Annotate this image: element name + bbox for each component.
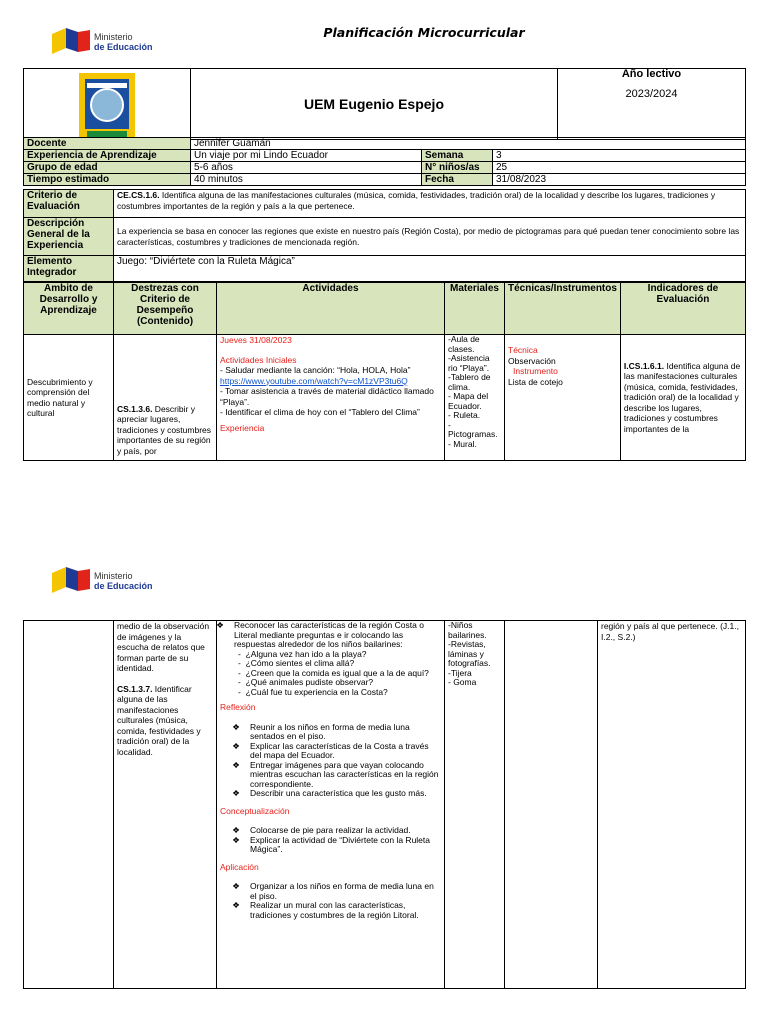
col-materiales: Materiales <box>445 283 505 335</box>
question-item: ¿Cómo sientes el clima allá? <box>245 658 355 668</box>
material-item: -Revistas, láminas y fotografías. <box>448 639 491 668</box>
row1-ambito: Descubrimiento y comprensión del medio natural y cultural <box>24 335 114 461</box>
ecuador-flag-icon <box>52 567 90 595</box>
semana-value: 3 <box>493 150 746 162</box>
row1-destreza <box>114 335 217 461</box>
row2-materiales <box>445 621 505 989</box>
criterio-code: CE.CS.1.6. <box>117 190 160 200</box>
info-table <box>23 137 746 186</box>
aplicacion-item: Organizar a los niños en forma de media luna en el piso. <box>250 881 434 901</box>
logo-line2: de Educación <box>94 581 153 591</box>
conceptualizacion-heading: Conceptualización <box>220 805 290 816</box>
diamond-bullet-icon: ❖ <box>232 788 240 798</box>
ninos-label: N° niños/as <box>422 162 493 174</box>
elemento-text: Juego: “Diviértete con la Ruleta Mágica” <box>114 256 746 282</box>
criterio-label: Criterio de Evaluación <box>24 190 114 218</box>
col-destrezas: Destrezas con Criterio de Desempeño (Contenido) <box>114 283 217 335</box>
reflexion-item: Reunir a los niños en forma de media luna sentados en el piso. <box>250 721 410 741</box>
logo-line2: de Educación <box>94 42 153 52</box>
logo-line1: Ministerio <box>94 571 133 581</box>
tiempo-value: 40 minutos <box>191 174 422 186</box>
tecnica-value: Observación <box>508 355 556 366</box>
descripcion-label: Descripción General de la Experiencia <box>24 218 114 256</box>
row2-actividades: ❖ Reconocer las características de la región Costa o Literal mediante preguntas e ir colocando las respuestas alrededor de los niños bailarines: - ¿Alguna vez han ido a la playa? - ¿Cómo sientes el clima allá? - ¿Creen que la comida es igual que a la de aquí? - ¿Qué animales pudiste observar? - ¿Cuál fue tu experiencia en la Costa? Reflexión ❖ Reunir a los niños en forma de media luna sentados en el piso. ❖ Explicar las características de la Costa a través del mapa del Ecuador. ❖ Entregar imágenes para que vayan colocando mientras escuchan las características en la región correspondiente. ❖ Describir una característica que les gusto más. Conceptualización ❖ Colocarse de pie para realizar la actividad. ❖ Explicar la actividad de “Diviértete con la Ruleta Mágica”. Aplicación ❖ Organizar a los niños en forma de media luna en el piso. ❖ Realizar un mural con las características, tradiciones y costumbres de la región Litoral. <box>217 621 445 989</box>
activity-line1: - Saludar mediante la canción: “Hola, HOLA, Hola” <box>220 365 411 375</box>
question-item: ¿Alguna vez han ido a la playa? <box>245 648 367 659</box>
ministerio-logo-page2 <box>52 567 153 595</box>
planning-table-page1 <box>23 282 746 461</box>
col-tecnicas: Técnicas/Instrumentos <box>505 283 621 335</box>
school-crest-icon <box>79 73 135 139</box>
col-actividades: Actividades <box>217 283 445 335</box>
reflexion-item: Entregar imágenes para que vayan colocando mientras escuchan las características en la región correspondiente. <box>250 759 439 789</box>
docente-value: Jennifer Guamán <box>191 138 746 150</box>
question-item: ¿Creen que la comida es igual que a la de aquí? <box>245 667 429 678</box>
tiempo-label: Tiempo estimado <box>24 174 191 186</box>
elemento-label: Elemento Integrador <box>24 256 114 282</box>
material-item: -Niños bailarines. <box>448 620 487 640</box>
activity-date: Jueves 31/08/2023 <box>220 335 292 345</box>
material-item: - <box>448 419 451 430</box>
col-ambito: Ambito de Desarrollo y Aprendizaje <box>24 283 114 335</box>
planning-table-page2 <box>23 620 746 989</box>
activity-line2: - Tomar asistencia a través de material didáctico llamado “Playa”. <box>220 386 434 407</box>
diamond-bullet-icon: ❖ <box>232 834 240 845</box>
instrumento-value: Lista de cotejo <box>508 376 563 387</box>
document-title: Planificación Microcurricular <box>323 25 525 40</box>
institution-name: UEM Eugenio Espejo <box>191 69 558 140</box>
diamond-bullet-icon: ❖ <box>232 900 240 910</box>
aplicacion-heading: Aplicación <box>220 861 259 872</box>
year-cell <box>558 69 746 140</box>
material-item: -Tablero de clima. <box>448 372 491 392</box>
year-value: 2023/2024 <box>625 88 678 100</box>
reflexion-heading: Reflexión <box>220 702 256 712</box>
logo-line1: Ministerio <box>94 32 133 42</box>
experiencia-value: Un viaje por mi Lindo Ecuador <box>191 150 422 162</box>
institution-table <box>23 68 746 140</box>
col-indicadores: Indicadores de Evaluación <box>620 283 745 335</box>
reflexion-item: Describir una característica que les gusto más. <box>250 788 427 798</box>
aplicacion-item: Realizar un mural con las características, tradiciones y costumbres de la región Litoral. <box>250 900 419 920</box>
material-item: - Goma <box>448 677 477 687</box>
row1-materiales <box>445 335 505 461</box>
material-item: -Aula de clases. <box>448 334 480 354</box>
indicador-code: I.CS.1.6.1. <box>623 360 665 371</box>
diamond-bullet-icon: ❖ <box>232 740 240 751</box>
destreza2 <box>117 684 213 758</box>
destreza-code: CS.1.3.6. <box>117 403 153 414</box>
diamond-bullet-icon: ❖ <box>232 721 240 732</box>
activity-experiencia: Experiencia <box>220 422 265 433</box>
diamond-bullet-icon: ❖ <box>216 620 224 630</box>
material-item: -Tijera <box>448 667 472 678</box>
material-item: Pictogramas. <box>448 429 498 439</box>
activity-iniciales: Actividades Iniciales <box>220 354 297 365</box>
song-link[interactable]: https://www.youtube.com/watch?v=cM1zVP3tu6Q <box>220 375 408 386</box>
destreza2-text: Identificar alguna de las manifestaciones culturales (música, comida, festividades y tradición oral) de la localidad. <box>117 683 201 757</box>
descripcion-text: La experiencia se basa en conocer las regiones que existe en nuestro país (Región Costa), por medio de pictogramas para qué puedan tener conocimiento sobre las características, costumbres y tradiciones de mencionada región. <box>114 218 746 256</box>
destreza-continued: medio de la observación de imágenes y la escucha de relatos que forman parte de su identidad. <box>117 621 210 673</box>
activity-line3: - Identificar el clima de hoy con el “Tablero del Clima” <box>220 407 420 417</box>
row1-actividades <box>217 335 445 461</box>
row2-destreza <box>114 621 217 989</box>
activity-item: Reconocer las características de la región Costa o Literal mediante preguntas e ir colocando las respuestas alrededor de los niños bailarines: <box>234 620 424 649</box>
row2-ambito <box>24 621 114 989</box>
material-item: - Ruleta. <box>448 410 481 420</box>
diamond-bullet-icon: ❖ <box>232 881 240 891</box>
criterio-text <box>114 190 746 218</box>
grupo-value: 5-6 años <box>191 162 422 174</box>
row1-tecnicas <box>505 335 621 461</box>
material-item: - Mapa del Ecuador. <box>448 391 489 411</box>
question-item: ¿Qué animales pudiste observar? <box>245 677 374 687</box>
material-item: -Asistencia rio “Playa”. <box>448 353 490 373</box>
concept-item: Explicar la actividad de “Diviértete con la Ruleta Mágica”. <box>250 834 431 854</box>
fecha-label: Fecha <box>422 174 493 186</box>
material-item: - Mural. <box>448 438 477 449</box>
crest-cell <box>24 69 191 140</box>
ninos-value: 25 <box>493 162 746 174</box>
diamond-bullet-icon: ❖ <box>232 759 240 770</box>
criterio-body: Identifica alguna de las manifestaciones culturales (música, comida, festividades, tradición oral) de la localidad y describe los lugares, tradiciones y costumbres importantes de la región y país a la que pertenece. <box>117 190 716 211</box>
reflexion-item: Explicar las características de la Costa a través del mapa del Ecuador. <box>250 740 429 760</box>
criteria-table <box>23 189 746 282</box>
destreza-text: Describir y apreciar lugares, tradiciones y costumbres importantes de su región y país, por <box>117 403 212 456</box>
year-label: Año lectivo <box>621 68 682 80</box>
fecha-value: 31/08/2023 <box>493 174 746 186</box>
grupo-label: Grupo de edad <box>24 162 191 174</box>
diamond-bullet-icon: ❖ <box>232 825 240 835</box>
indicador-text: Identifica alguna de las manifestaciones culturales (música, comida, festividades, tradición oral) de la localidad y describe los lugares, tradiciones y costumbres importantes de la <box>623 360 741 434</box>
row2-indicador: región y país al que pertenece. (J.1., I.2., S.2.) <box>598 621 746 989</box>
concept-item: Colocarse de pie para realizar la actividad. <box>250 825 411 835</box>
tecnica-label: Técnica <box>508 345 538 355</box>
experiencia-label: Experiencia de Aprendizaje <box>24 150 191 162</box>
row2-tecnicas <box>505 621 598 989</box>
row1-indicador <box>620 335 745 461</box>
destreza2-code: CS.1.3.7. <box>117 683 153 694</box>
docente-label: Docente <box>24 138 191 150</box>
question-item: ¿Cuál fue tu experiencia en la Costa? <box>245 686 388 697</box>
instrumento-label: Instrumento <box>513 366 558 376</box>
semana-label: Semana <box>422 150 493 162</box>
